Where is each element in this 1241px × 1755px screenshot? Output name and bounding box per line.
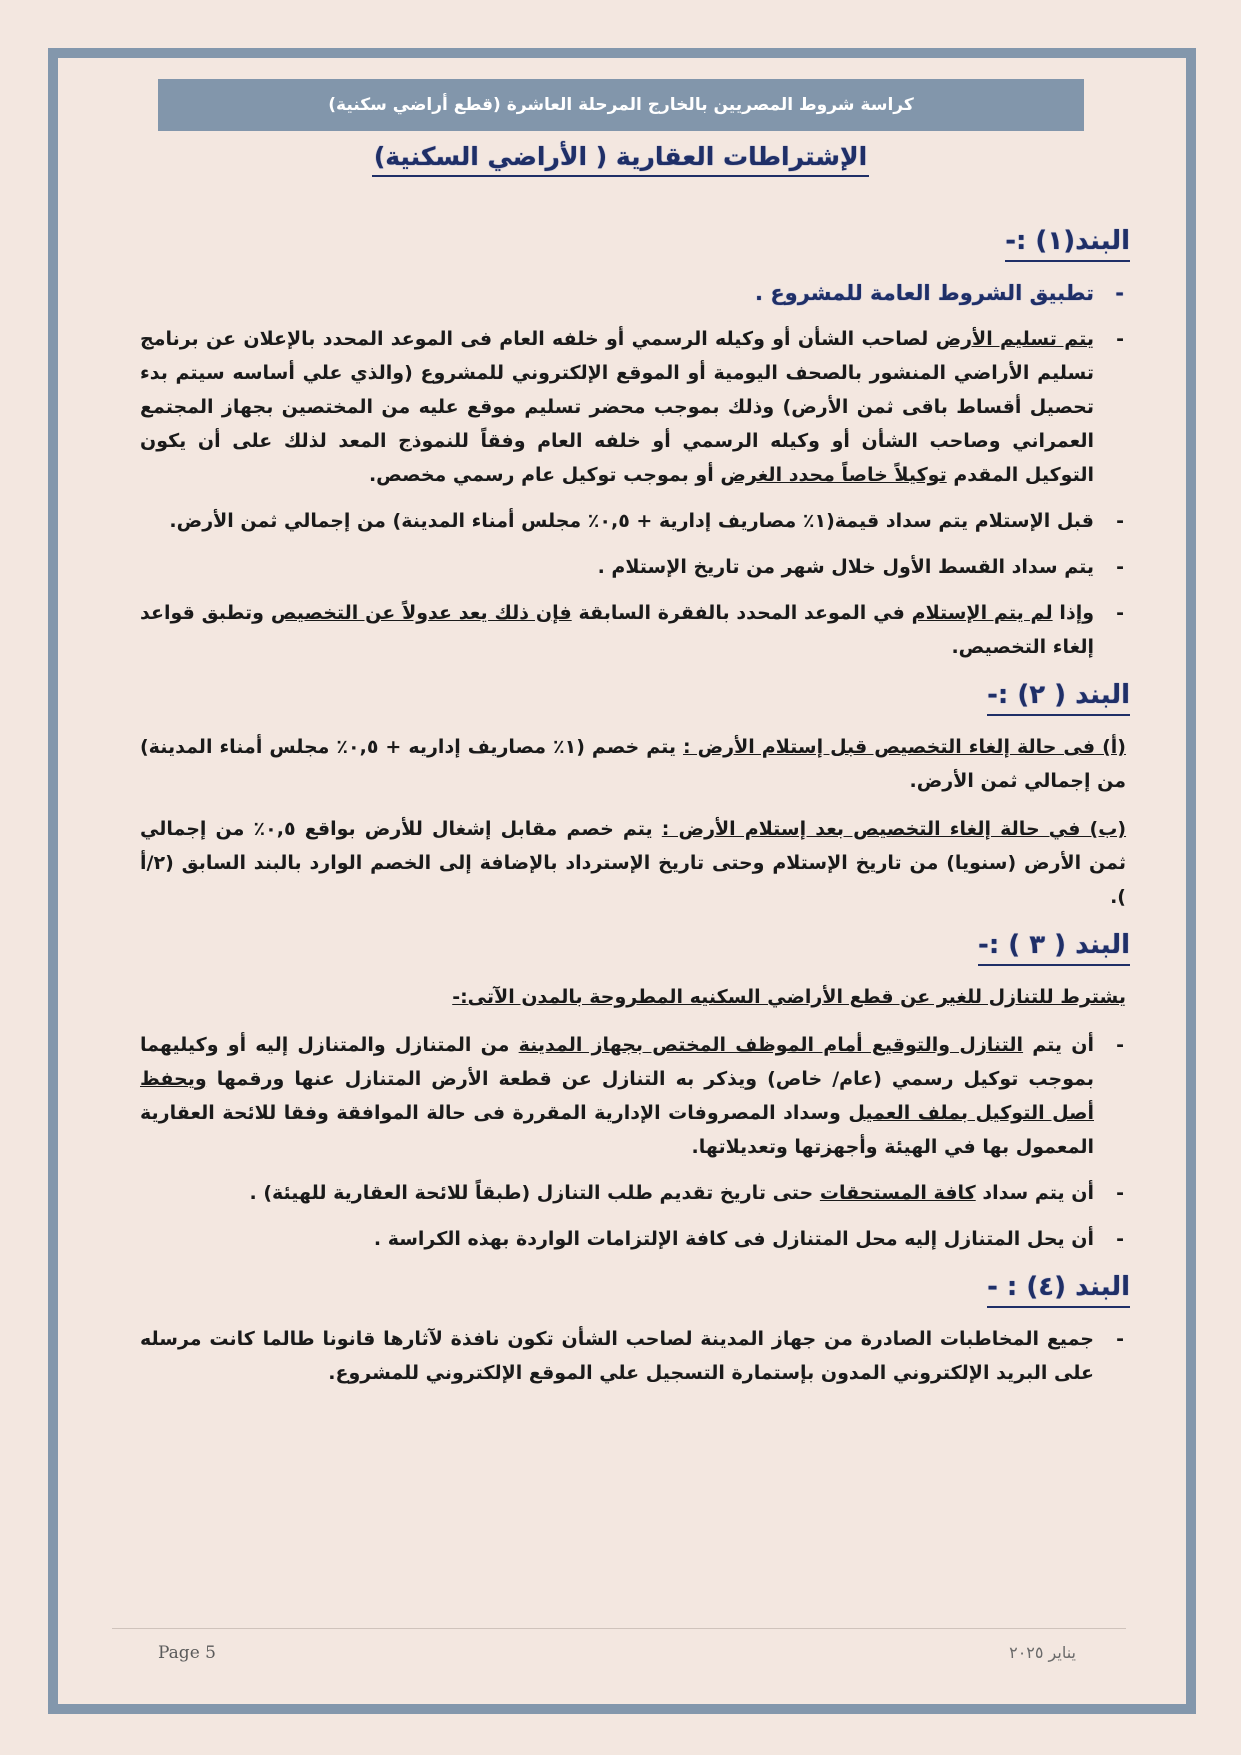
section-4-item-1: - جميع المخاطبات الصادرة من جهاز المدينة لصاحب الشأن تكون نافذة لآثارها قانونا طالما كانت مرسله على البريد الإلكتروني المدون بإستمارة التسجيل علي الموقع الإلكتروني للمشروع.: [140, 1322, 1130, 1390]
section-3-item-3: - أن يحل المتنازل إليه محل المتنازل فى كافة الإلتزامات الواردة بهذه الكراسة .: [140, 1222, 1130, 1256]
section-1-item-2: - يتم تسليم الأرض لصاحب الشأن أو وكيله الرسمي أو خلفه العام فى الموعد المحدد بالإعلان عن برنامج تسليم الأراضي المنشور بالصحف اليومية أو الموقع الإلكتروني للمشروع (والذي علي أساسه سيتم بدء تحصيل أقساط باقى ثمن الأرض) وذلك بموجب محضر تسليم موقع عليه من المختصين بجهاز المجتمع العمراني وصاحب الشأن أو وكيله الرسمي أو خلفه العام وفقاً للنموذج المعد لذلك على أن يكون التوكيل المقدم توكيلاً خاصاً محدد الغرض أو بموجب توكيل عام رسمي مخصص.: [140, 322, 1130, 492]
page-footer: [112, 1628, 1126, 1667]
section-1-item-4: - يتم سداد القسط الأول خلال شهر من تاريخ الإستلام .: [140, 550, 1130, 584]
header-banner-text: كراسة شروط المصريين بالخارج المرحلة العاشرة (قطع أراضي سكنية): [328, 95, 914, 115]
document-body: [140, 210, 1130, 1402]
section-4-heading: البند (٤) : -: [140, 1270, 1130, 1304]
document-title: [0, 142, 1241, 177]
section-2-para-b: (ب) في حالة إلغاء التخصيص بعد إستلام الأرض : يتم خصم مقابل إشغال للأرض بواقع ٠,٥٪ من إجمالي ثمن الأرض (سنويا) من تاريخ الإستلام وحتى تاريخ الإسترداد بالإضافة إلى الخصم الوارد بالبند السابق (٢/أ ).: [140, 818, 1127, 908]
section-3-item-2: - أن يتم سداد كافة المستحقات حتى تاريخ تقديم طلب التنازل (طبقاً للائحة العقارية للهيئة) .: [140, 1176, 1130, 1210]
section-1-item-1: - تطبيق الشروط العامة للمشروع .: [140, 276, 1130, 310]
page-number: Page 5: [158, 1643, 216, 1663]
section-1-item-3: - قبل الإستلام يتم سداد قيمة(١٪ مصاريف إدارية + ٠,٥٪ مجلس أمناء المدينة) من إجمالي ثمن الأرض.: [140, 504, 1130, 538]
header-banner: [158, 79, 1084, 131]
section-2-heading: البند ( ٢) :-: [140, 678, 1130, 712]
section-1-heading: البند(١) :-: [140, 224, 1130, 258]
section-2-para-a: (أ) فى حالة إلغاء التخصيص قبل إستلام الأرض : يتم خصم (١٪ مصاريف إداريه + ٠,٥٪ مجلس أمناء المدينة) من إجمالي ثمن الأرض.: [140, 736, 1126, 792]
section-1-item-5: - وإذا لم يتم الإستلام في الموعد المحدد بالفقرة السابقة فإن ذلك يعد عدولاً عن التخصيص وتطبق قواعد إلغاء التخصيص.: [140, 596, 1130, 664]
document-title-text: الإشتراطات العقارية ( الأراضي السكنية): [372, 142, 869, 177]
section-3-intro: يشترط للتنازل للغير عن قطع الأراضي السكنيه المطروحة بالمدن الآتى:-: [452, 986, 1126, 1008]
section-3-item-1: - أن يتم التنازل والتوقيع أمام الموظف المختص بجهاز المدينة من المتنازل والمتنازل إليه أو وكيليهما بموجب توكيل رسمي (عام/ خاص) ويذكر به التنازل عن قطعة الأرض المتنازل عنها ورقمها ويحفظ أصل التوكيل بملف العميل وسداد المصروفات الإدارية المقررة فى حالة الموافقة وفقا للائحة العقارية المعمول بها في الهيئة وأجهزتها وتعديلاتها.: [140, 1028, 1130, 1164]
footer-date: يناير ٢٠٢٥: [1009, 1643, 1076, 1662]
section-3-heading: البند ( ٣ ) :-: [140, 928, 1130, 962]
